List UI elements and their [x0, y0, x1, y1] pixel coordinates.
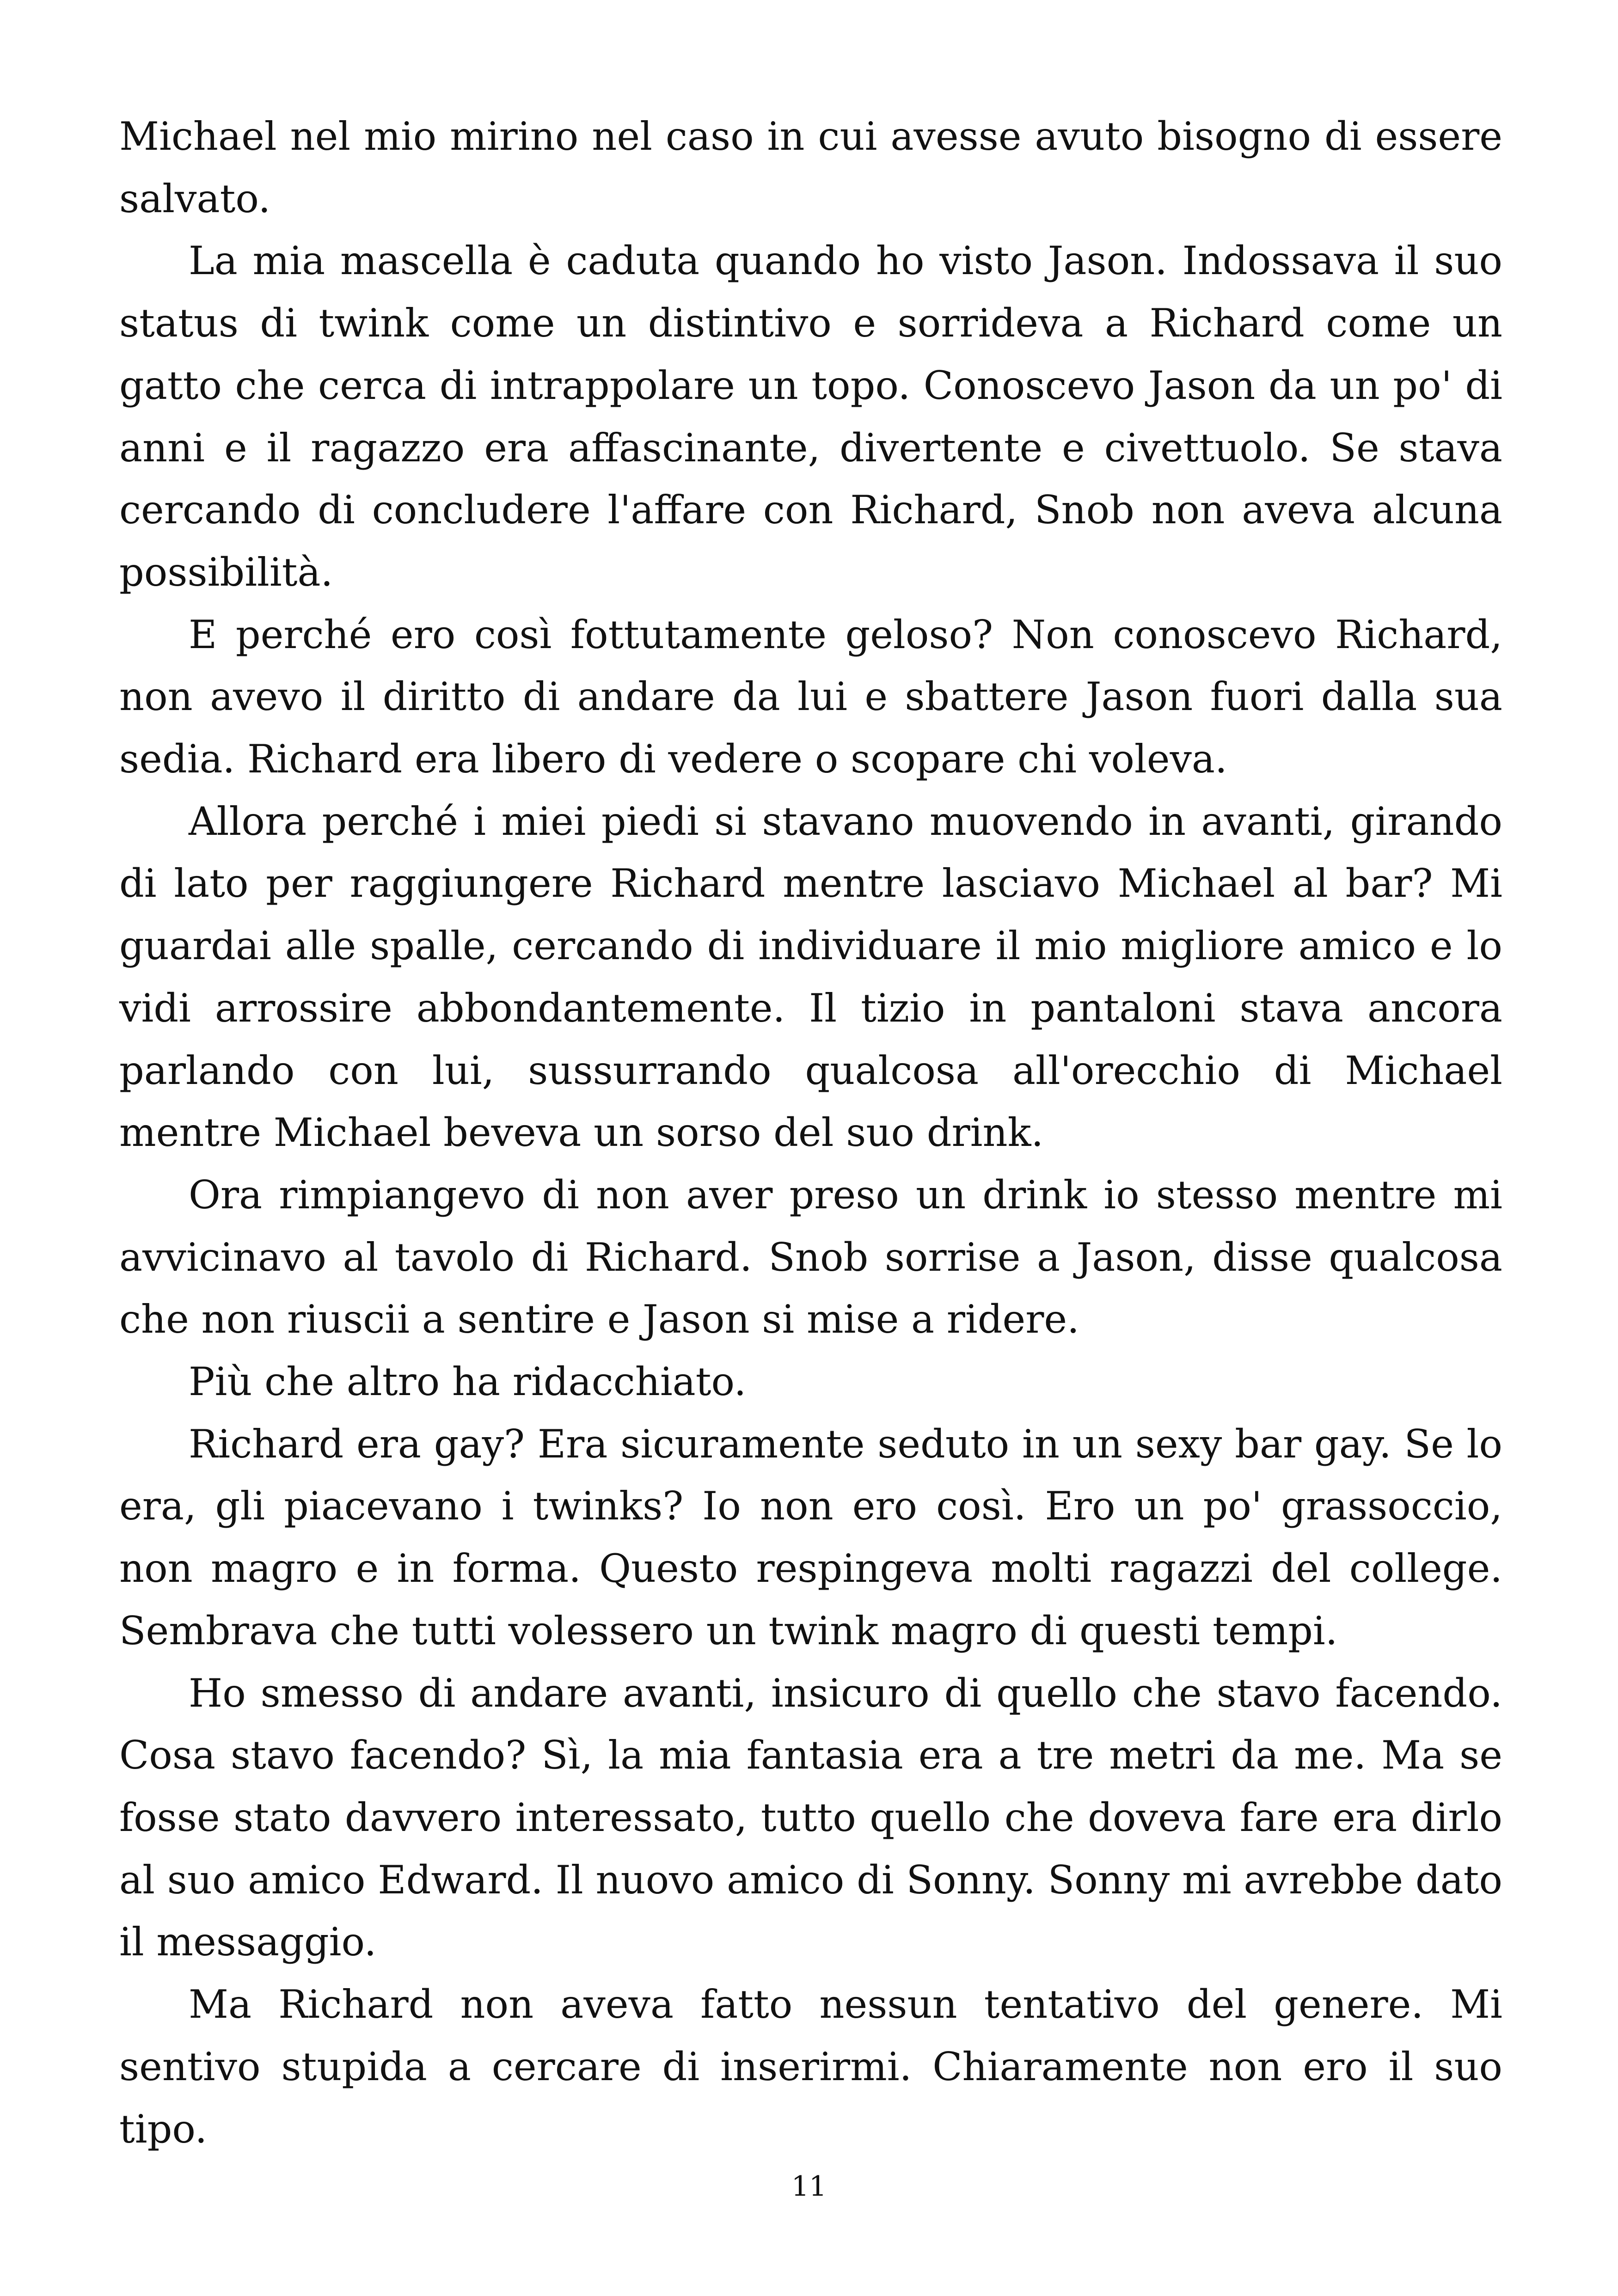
paragraph: La mia mascella è caduta quando ho visto Jason. Indossava il suo status di twink come un distintivo e sorrideva a Richard come un gatto che cerca di intrappolare un topo. Conoscevo Jason da un po' di anni e il ragazzo era affascinante, divertente e civettuolo. Se stava cercando di concludere l'affare con Richard, Snob non aveva alcuna possibilità.: [119, 238, 1502, 595]
paragraph: E perché ero così fottutamente geloso? Non conoscevo Richard, non avevo il diritto di andare da lui e sbattere Jason fuori dalla sua sedia. Richard era libero di vedere o scopare chi voleva.: [119, 612, 1502, 782]
paragraph: Ho smesso di andare avanti, insicuro di quello che stavo facendo. Cosa stavo facendo? Sì, la mia fantasia era a tre metri da me. Ma se fosse stato davvero interessato, tutto quello che doveva fare era dirlo al suo amico Edward. Il nuovo amico di Sonny. Sonny mi avrebbe dato il messaggio.: [119, 1670, 1502, 1965]
paragraph: Più che altro ha ridacchiato.: [189, 1359, 747, 1405]
page-number: 11: [791, 2170, 827, 2203]
paragraph: Allora perché i miei piedi si stavano muovendo in avanti, girando di lato per raggiungere Richard mentre lasciavo Michael al bar? Mi guardai alle spalle, cercando di individuare il mio migliore amico e lo vidi arrossire abbondantemente. Il tizio in pantaloni stava ancora parlando con lui, sussurrando qualcosa all'orecchio di Michael mentre Michael beveva un sorso del suo drink.: [119, 798, 1502, 1156]
paragraph: Richard era gay? Era sicuramente seduto in un sexy bar gay. Se lo era, gli piacevano i twinks? Io non ero così. Ero un po' grassoccio, non magro e in forma. Questo respingeva molti ragazzi del college. Sembrava che tutti volessero un twink magro di questi tempi.: [119, 1421, 1502, 1653]
paragraph: Ma Richard non aveva fatto nessun tentativo del genere. Mi sentivo stupida a cercare di inserirmi. Chiaramente non ero il suo tipo.: [119, 1982, 1502, 2152]
paragraph: Ora rimpiangevo di non aver preso un drink io stesso mentre mi avvicinavo al tavolo di Richard. Snob sorrise a Jason, disse qualcosa che non riuscii a sentire e Jason si mise a ridere.: [119, 1172, 1502, 1342]
paragraph-continuation: Michael nel mio mirino nel caso in cui avesse avuto bisogno di essere salvato.: [119, 114, 1502, 221]
book-page-text: [119, 105, 1502, 2160]
